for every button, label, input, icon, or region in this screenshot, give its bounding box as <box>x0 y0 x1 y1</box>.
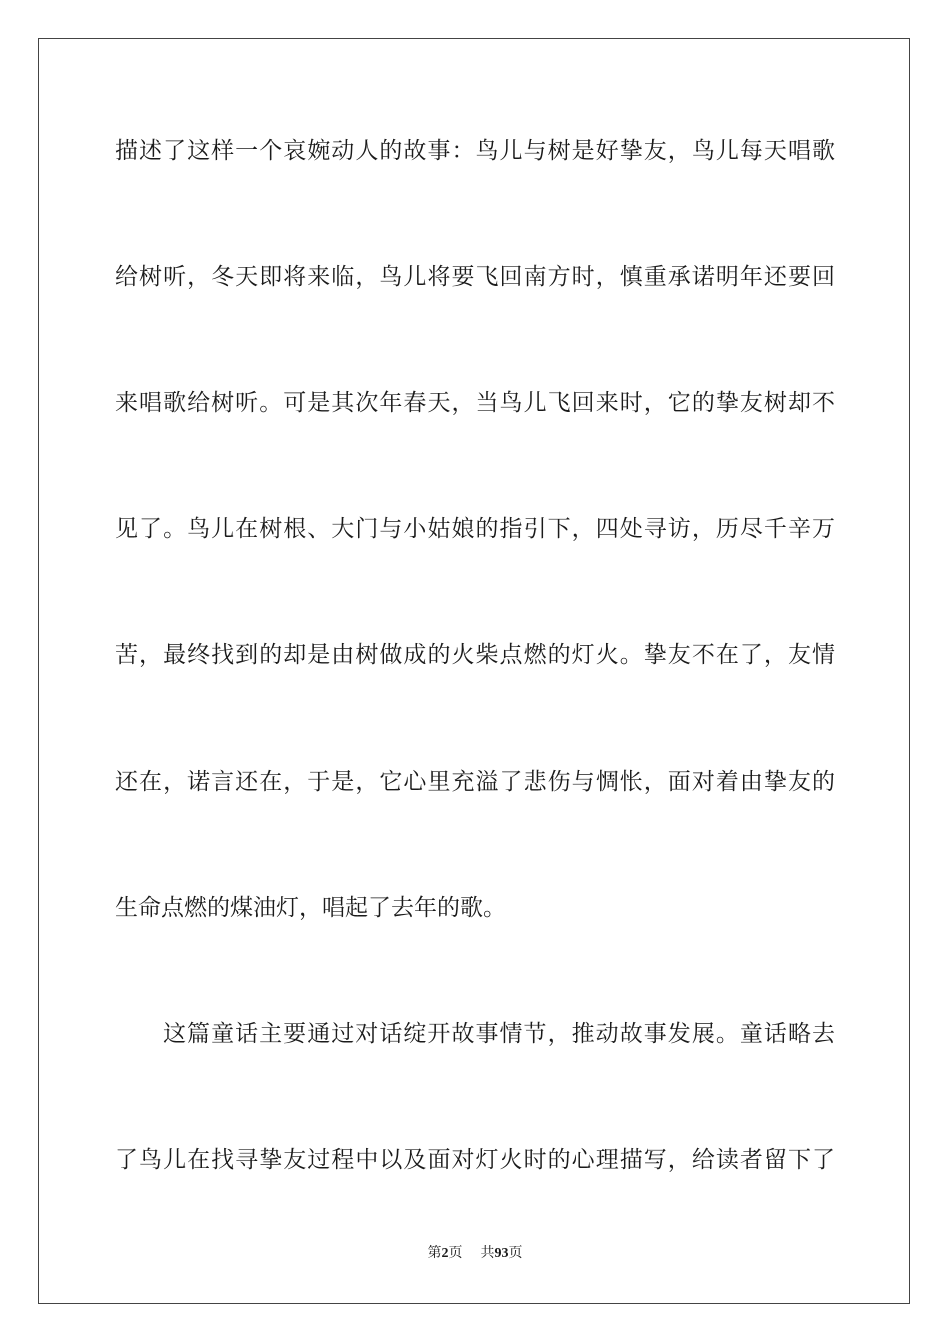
page-suffix: 页 <box>448 1246 463 1261</box>
page-footer <box>0 1244 950 1264</box>
page-prefix: 第 <box>427 1246 442 1261</box>
total-pages: 93 <box>494 1246 509 1261</box>
text-line: 苦，最终找到的却是由树做成的火柴点燃的灯火。挚友不在了，友情 <box>115 642 835 668</box>
page-border <box>38 38 910 1304</box>
text-line: 还在，诺言还在，于是，它心里充溢了悲伤与惆怅，面对着由挚友的 <box>115 769 835 795</box>
text-line: 描述了这样一个哀婉动人的故事：鸟儿与树是好挚友，鸟儿每天唱歌 <box>115 138 835 164</box>
text-line: 给树听，冬天即将来临，鸟儿将要飞回南方时，慎重承诺明年还要回 <box>115 264 835 290</box>
page-number: 2 <box>441 1246 449 1261</box>
total-prefix: 共 <box>480 1246 495 1261</box>
paragraph-first-line: 这篇童话主要通过对话绽开故事情节，推动故事发展。童话略去 <box>163 1021 835 1047</box>
text-line: 生命点燃的煤油灯，唱起了去年的歌。 <box>115 895 506 921</box>
text-line: 了鸟儿在找寻挚友过程中以及面对灯火时的心理描写，给读者留下了 <box>115 1147 835 1173</box>
text-line: 来唱歌给树听。可是其次年春天，当鸟儿飞回来时，它的挚友树却不 <box>115 390 835 416</box>
text-line: 见了。鸟儿在树根、大门与小姑娘的指引下，四处寻访，历尽千辛万 <box>115 516 835 542</box>
total-suffix: 页 <box>508 1246 523 1261</box>
